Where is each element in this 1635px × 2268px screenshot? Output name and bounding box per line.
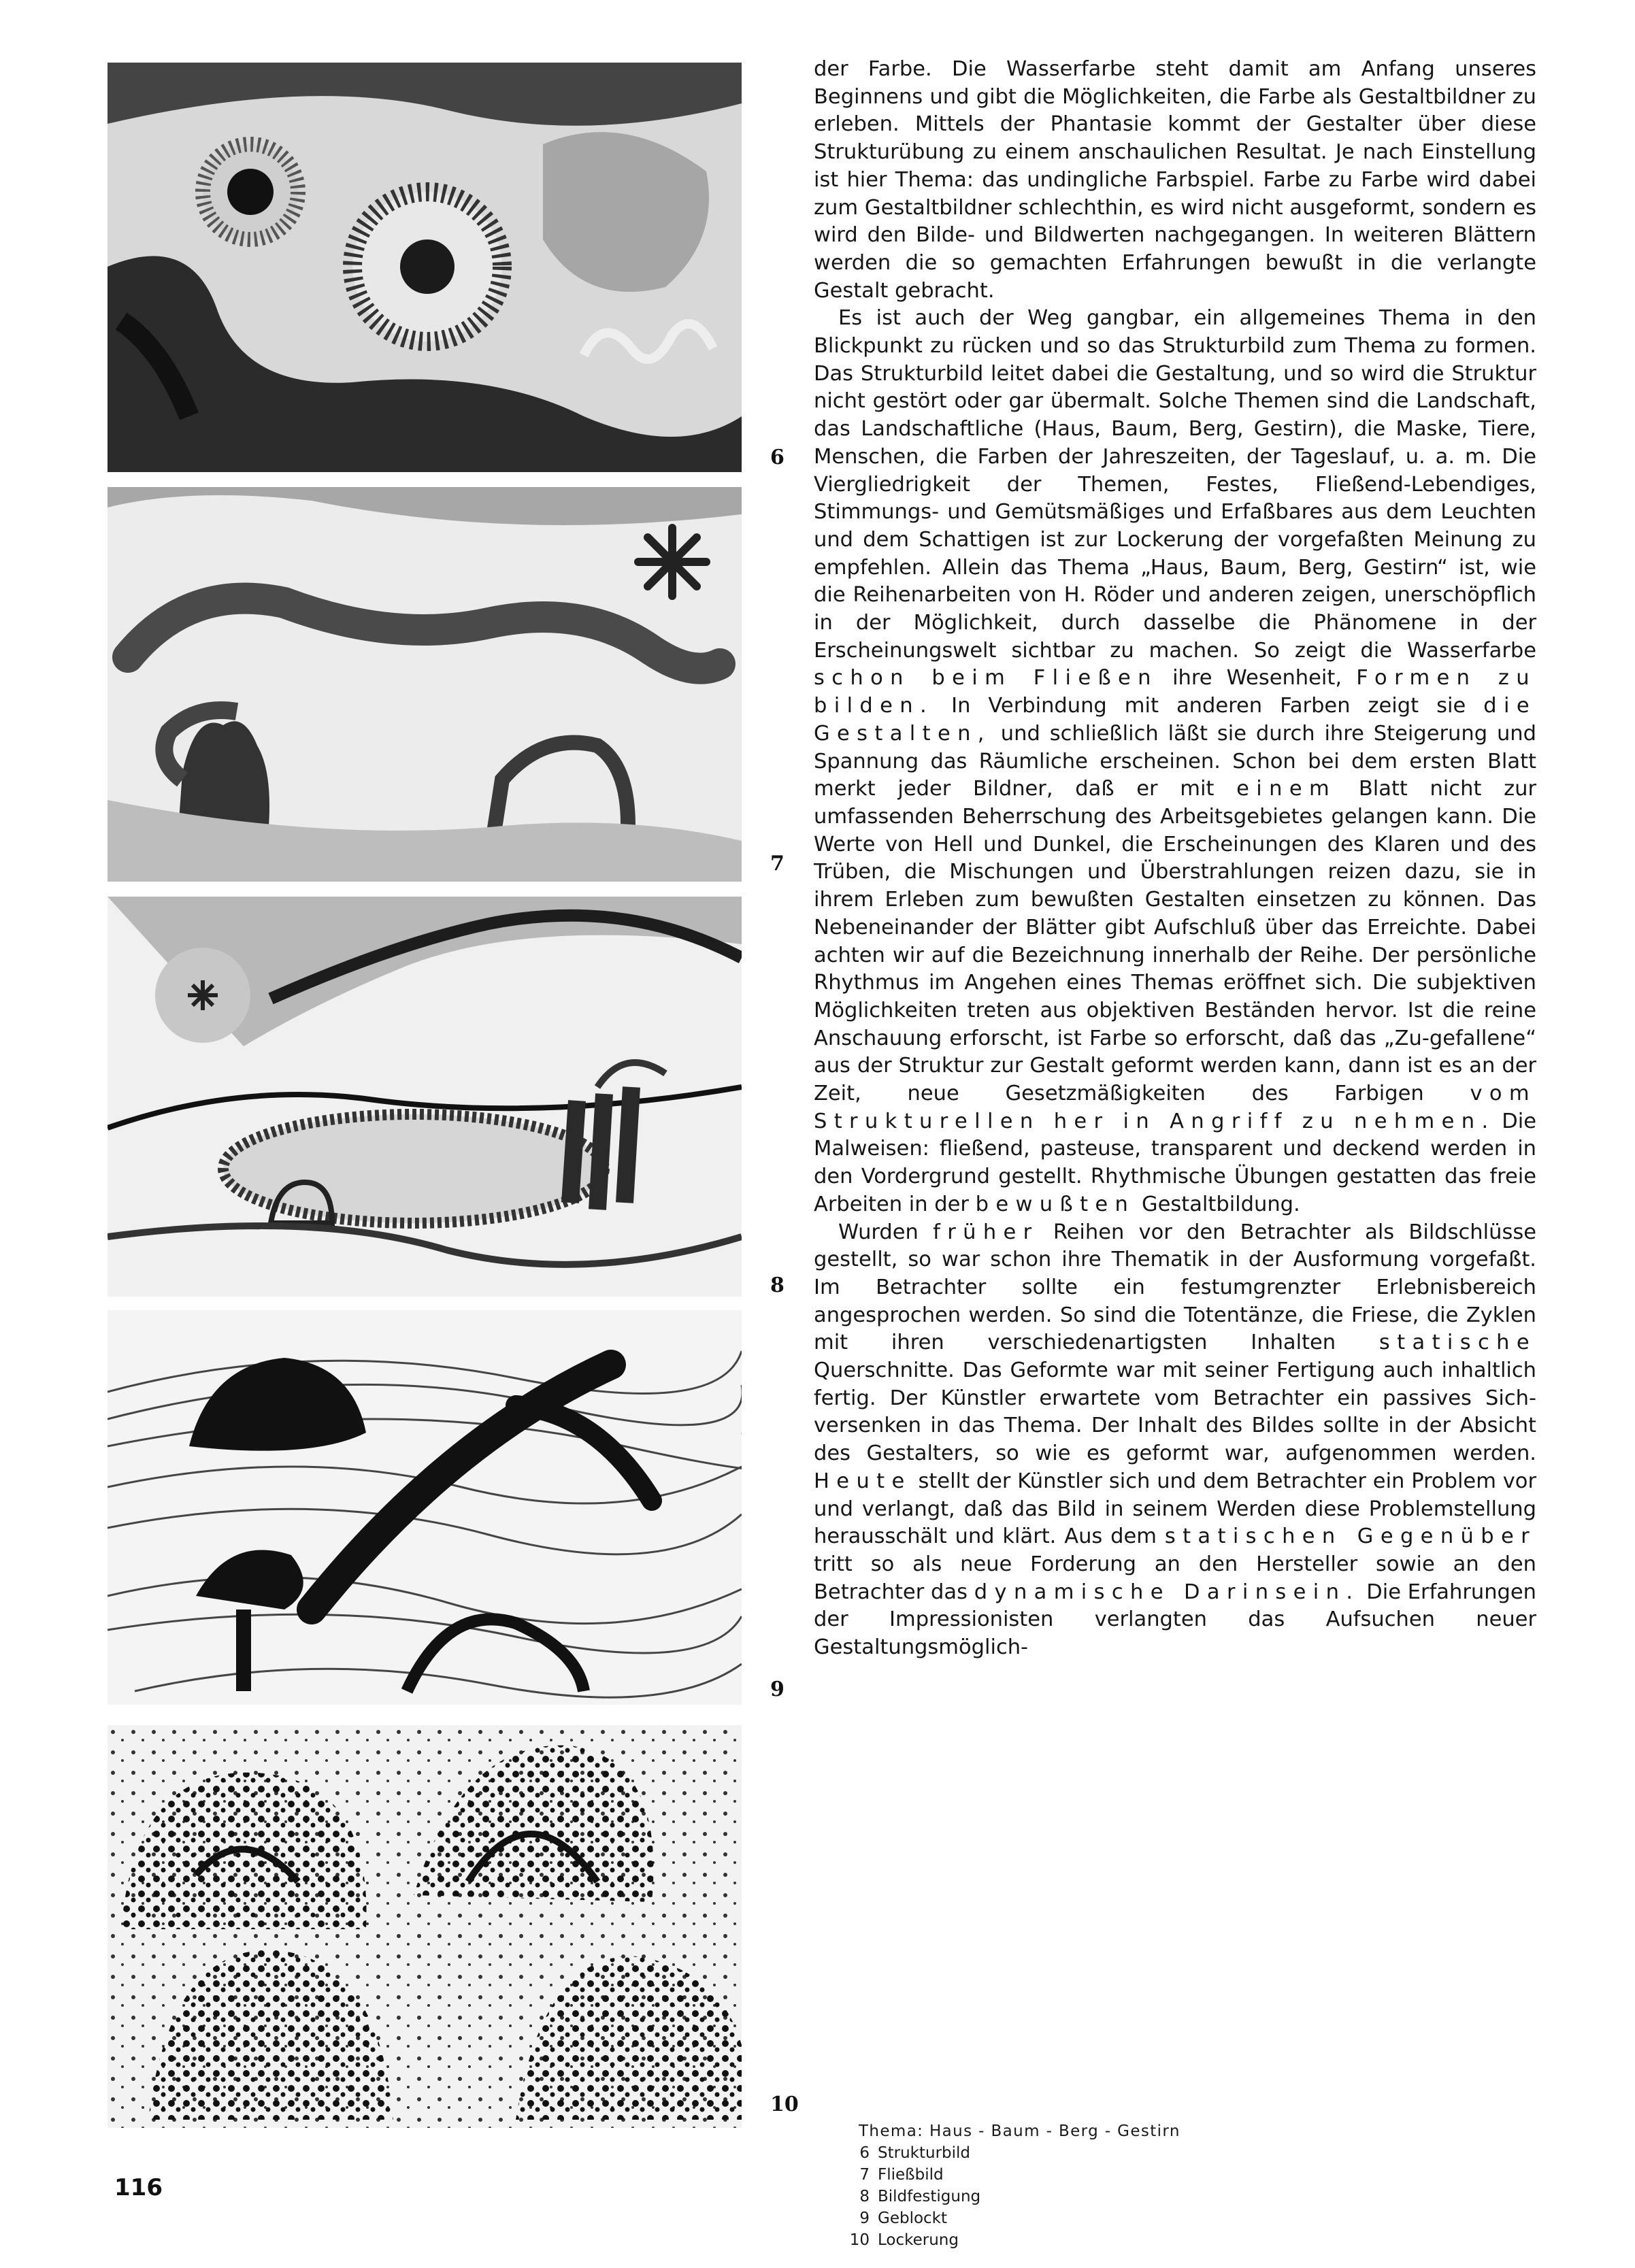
paragraph-3-text: tritt so als neue Forderung an den Hersteller sowie an den Betrachter das — [814, 1552, 1536, 1604]
figure-9-image — [108, 1310, 742, 1705]
figure-caption — [841, 2120, 1249, 2251]
paragraph-3-text: Die Erfahrungen der Impressionisten verlangten das Aufsuchen neuer Gestaltungsmöglich- — [814, 1580, 1536, 1660]
figure-10-image — [108, 1725, 742, 2128]
caption-item-8 — [841, 2186, 1249, 2207]
paragraph-2-text: ihre Wesenheit, — [1172, 666, 1342, 690]
body-text — [814, 56, 1536, 1662]
spaced-emphasis: dynamische Darinsein. — [974, 1580, 1360, 1604]
caption-item-label: Lockerung — [878, 2231, 959, 2249]
figure-9-number: 9 — [770, 1678, 785, 1701]
paragraph-3-text: stellt der Künstler sich und dem Betrachter ein Problem vor und verlangt, daß das Bild in seinem Werden diese Problemstellung herausschält und klärt. Aus dem — [814, 1469, 1536, 1549]
caption-item-number: 8 — [859, 2188, 870, 2205]
caption-item-10 — [841, 2229, 1249, 2251]
caption-item-label: Geblockt — [878, 2209, 948, 2227]
spaced-emphasis: schon beim Fließen — [814, 666, 1158, 690]
paragraph-2-text: Die Malweisen: fließend, pasteuse, transparent und deckend werden in den Vordergrund gestellt. Rhythmische Übungen gestatten das freie Arbeiten in der — [814, 1109, 1536, 1216]
figure-10-artwork — [108, 1725, 742, 2128]
paragraph-3 — [814, 1219, 1536, 1662]
spaced-emphasis: früher — [933, 1220, 1039, 1244]
caption-item-label: Bildfestigung — [878, 2188, 981, 2205]
caption-item-6 — [841, 2142, 1249, 2164]
caption-item-number: 7 — [859, 2166, 870, 2184]
figure-8-artwork — [108, 897, 742, 1297]
figure-7-artwork — [108, 487, 742, 882]
figure-6-artwork — [108, 63, 742, 472]
caption-item-number: 10 — [849, 2231, 870, 2249]
paragraph-2-text: Gestaltbildung. — [1141, 1192, 1300, 1216]
paragraph-3-text: Reihen vor den Betrachter als Bildschlüsse gestellt, so war schon ihre Thematik in der Ausformung vorgefaßt. Im Betrachter sollte ein festumgrenzter Erlebnisbereich angesprochen werden. So sind die Totentänze, die Friese, die Zyklen mit ihren verschiedenartigsten Inhalten — [814, 1220, 1536, 1355]
paragraph-2-text: Blatt nicht zur umfassenden Beherrschung des Arbeitsgebietes gelangen kann. Die Werte von Hell und Dunkel, die Erscheinungen des Klaren und des Trüben, die Mischungen und Überstrahlungen reizen dazu, sie in ihrem Erleben zum bewußten Gestalten einsetzen zu können. Das Nebeneinander der Blätter gibt Aufschluß über das Erreichte. Dabei achten wir auf die Bezeichnung innerhalb der Reihe. Der persönliche Rhythmus im Angehen eines Themas eröffnet sich. Die subjektiven Möglichkeiten treten aus objektiven Beständen hervor. Ist die reine Anschauung erforscht, ist Farbe so erforscht, daß das „Zu-gefallene“ aus der Struktur zur Gestalt geformt werden kann, dann ist es an der Zeit, neue Gesetzmäßigkeiten des Farbigen — [814, 777, 1537, 1106]
figure-10-number: 10 — [770, 2092, 799, 2116]
caption-title: Thema: Haus - Baum - Berg - Gestirn — [859, 2122, 1180, 2140]
figure-6-number: 6 — [770, 446, 785, 469]
caption-item-label: Strukturbild — [878, 2144, 971, 2162]
spaced-emphasis: vom Strukturellen her in Angriff zu nehmen. — [814, 1082, 1536, 1133]
page-number: 116 — [114, 2174, 163, 2201]
caption-item-9 — [841, 2207, 1249, 2229]
spaced-emphasis: bewußten — [975, 1192, 1136, 1216]
caption-item-7 — [841, 2164, 1249, 2186]
figure-8-number: 8 — [770, 1273, 785, 1297]
figure-9-artwork — [108, 1310, 742, 1705]
figure-6-image — [108, 63, 742, 472]
spaced-emphasis: Formen zu bilden. — [814, 666, 1536, 718]
caption-item-number: 9 — [859, 2209, 870, 2227]
spaced-emphasis: statische — [1378, 1331, 1536, 1355]
paragraph-2-text: In Verbindung mit anderen Farben zeigt sie — [951, 694, 1466, 718]
figure-7-image — [108, 487, 742, 882]
paragraph-2-text: und schließlich läßt sie durch ihre Steigerung und Spannung das Räumliche erscheinen. Schon bei dem ersten Blatt merkt jeder Bildner, daß er mit — [814, 721, 1536, 801]
paragraph-1-text: der Farbe. Die Wasserfarbe steht damit am Anfang unseres Beginnens und gibt die Möglichkeiten, die Farbe als Gestaltbildner zu erleben. Mittels der Phantasie kommt der Gestalter über diese Strukturübung zu einem anschaulichen Resultat. Je nach Einstellung ist hier Thema: das undingliche Farbspiel. Farbe zu Farbe wird dabei zum Gestaltbildner schlechthin, es wird nicht ausgeformt, sondern es wird den Bilde- und Bildwerten nachgegangen. In weiteren Blättern werden die so gemachten Erfahrungen bewußt in die verlangte Gestalt gebracht. — [814, 57, 1536, 303]
paragraph-2-text: Es ist auch der Weg gangbar, ein allgemeines Thema in den Blickpunkt zu rücken und so das Strukturbild zum Thema zu formen. Das Strukturbild leitet dabei die Gestaltung, und so wird die Struktur nicht gestört oder gar übermalt. Solche Themen sind die Landschaft, das Landschaftliche (Haus, Baum, Berg, Gestirn), die Maske, Tiere, Menschen, die Farben der Jahreszeiten, der Tageslauf, u. a. m. Die Viergliedrigkeit der Themen, Festes, Fließend-Lebendiges, Stimmungs- und Gemütsmäßiges und Erfaßbares aus dem Leuchten und dem Schattigen ist zur Lockerung der vorgefaßten Meinung zu empfehlen. Allein das Thema „Haus, Baum, Berg, Gestirn“ ist, wie die Reihenarbeiten von H. Röder und anderen zeigen, unerschöpflich in der Möglichkeit, durch dasselbe die Phänomene in der Erscheinungswelt sichtbar zu machen. So zeigt die Wasserfarbe — [814, 306, 1536, 663]
figure-8-image — [108, 897, 742, 1297]
caption-item-number: 6 — [859, 2144, 870, 2162]
spaced-emphasis: statischen Gegenüber — [1164, 1524, 1536, 1549]
spaced-emphasis: die Gestalten, — [814, 694, 1536, 746]
spaced-emphasis: Heute — [814, 1469, 912, 1493]
paragraph-1 — [814, 56, 1536, 305]
paragraph-2 — [814, 305, 1536, 1218]
figure-7-number: 7 — [770, 852, 785, 875]
caption-item-label: Fließbild — [878, 2166, 944, 2184]
paragraph-3-text: Wurden — [838, 1220, 919, 1244]
spaced-emphasis: einem — [1236, 777, 1337, 801]
paragraph-3-text: Querschnitte. Das Geformte war mit seiner Fertigung auch inhaltlich fertig. Der Künstler erwartete vom Betrachter ein passives Sich-versenken in das Thema. Der Inhalt des Bildes sollte in der Absicht des Gestalters, so wie es geformt war, aufgenommen werden. — [814, 1358, 1536, 1466]
